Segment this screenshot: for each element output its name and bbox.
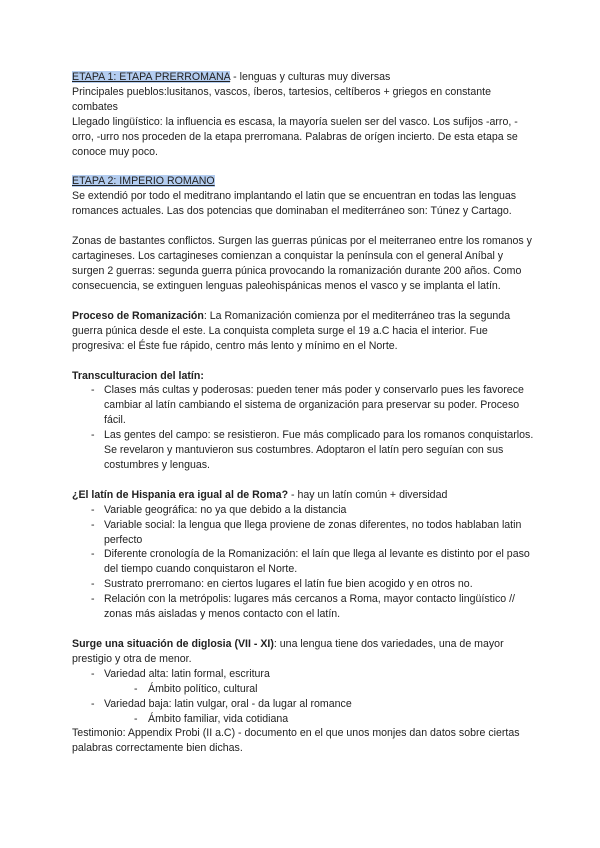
list-item: - Variable geográfica: no ya que debido a la distancia	[72, 503, 534, 518]
list-item: - Sustrato prerromano: en ciertos lugares el latín fue bien acogido y en otros no.	[72, 577, 534, 592]
testimonio-paragraph: Testimonio: Appendix Probi (II a.C) - documento en el que unos monjes dan datos sobre ciertas palabras correctamente bien dichas.	[72, 727, 520, 755]
hispania-heading: ¿El latín de Hispania era igual al de Roma?	[72, 488, 289, 501]
romanizacion-title: Proceso de Romanización	[72, 309, 204, 322]
document-body	[72, 70, 534, 756]
etapa1-legado: Llegado lingüístico: la influencia es escasa, la mayoría suelen ser del vasco. Los sufijos -arro, -orro, -urro nos proceden de la etapa prerromana. Palabras de orígen incierto. De esta etapa se conoce muy poco.	[72, 115, 518, 158]
list-subitem: - Ámbito familiar, vida cotidiana	[72, 712, 534, 727]
etapa2-paragraph-1: Se extendió por todo el meditrano implantando el latin que se encuentran en todas las lenguas romances actuales. Las dos potencias que dominaban el mediterráneo son: Túnez y Cartago.	[72, 190, 517, 218]
list-item: - Las gentes del campo: se resistieron. Fue más complicado para los romanos conquistarlos. Se revelaron y mantuvieron sus costumbres. Adoptaron el latín pero seguían con sus costumbres y lenguas.	[72, 428, 534, 473]
transculturacion-heading: Transculturacion del latín:	[72, 369, 204, 382]
romanizacion-paragraph	[72, 309, 534, 354]
transculturacion-list	[72, 383, 534, 472]
list-item: - Variedad baja: latin vulgar, oral - da lugar al romance	[72, 697, 534, 712]
diglosia-title: Surge una situación de diglosia (VII - XI)	[72, 638, 274, 650]
list-item: - Diferente cronología de la Romanización: el laín que llega al levante es distinto por el paso del tiempo cuando conquistaron el Norte.	[72, 547, 534, 577]
hispania-heading-rest: - hay un latín común + diversidad	[288, 488, 448, 501]
list-item: - Variedad alta: latin formal, escritura	[72, 667, 534, 682]
list-item: - Relación con la metrópolis: lugares más cercanos a Roma, mayor contacto lingüístico // zonas más aisladas y menos contacto con el latín.	[72, 592, 534, 622]
diglosia-text: : una lengua tiene dos variedades, una de mayor prestigio y otra de menor.	[72, 638, 504, 665]
etapa2-heading: ETAPA 2: IMPERIO ROMANO	[72, 175, 215, 188]
diglosia-list	[72, 667, 534, 727]
list-item: - Clases más cultas y poderosas: pueden tener más poder y conservarlo pues les favorece cambiar al latín cambiando el sistema de organización para preservar su poder. Proceso fácil.	[72, 383, 534, 428]
etapa1-heading-rest: - lenguas y culturas muy diversas	[230, 71, 391, 83]
hispania-list	[72, 503, 534, 622]
etapa1-heading-line	[72, 70, 534, 85]
hispania-heading-line	[72, 488, 534, 503]
list-item: - Variable social: la lengua que llega proviene de zonas diferentes, no todos hablaban latin perfecto	[72, 518, 534, 548]
list-subitem: - Ámbito político, cultural	[72, 682, 534, 697]
etapa1-heading: ETAPA 1: ETAPA PRERROMANA	[72, 71, 231, 83]
etapa2-heading-line	[72, 174, 534, 189]
romanizacion-text: : La Romanización comienza por el mediterráneo tras la segunda guerra púnica desde el este. La conquista completa surge el 19 a.C hacia el interior. Fue progresiva: el Éste fue rápido, centro más lento y mínimo en el Norte.	[72, 309, 511, 352]
etapa1-pueblos: Principales pueblos:lusitanos, vascos, íberos, tartesios, celtíberos + griegos en constante combates	[72, 85, 491, 113]
etapa2-paragraph-2: Zonas de bastantes conflictos. Surgen las guerras púnicas por el meiterraneo entre los romanos y cartagineses. Los cartagineses comienzan a conquistar la península con el general Aníbal y surgen 2 guerras: segunda guerra púnica provocando la romanización durante 200 años. Como consecuencia, se extinguen lenguas paleohispánicas menos el vasco y se implanta el latín.	[72, 235, 532, 292]
diglosia-paragraph	[72, 637, 534, 667]
